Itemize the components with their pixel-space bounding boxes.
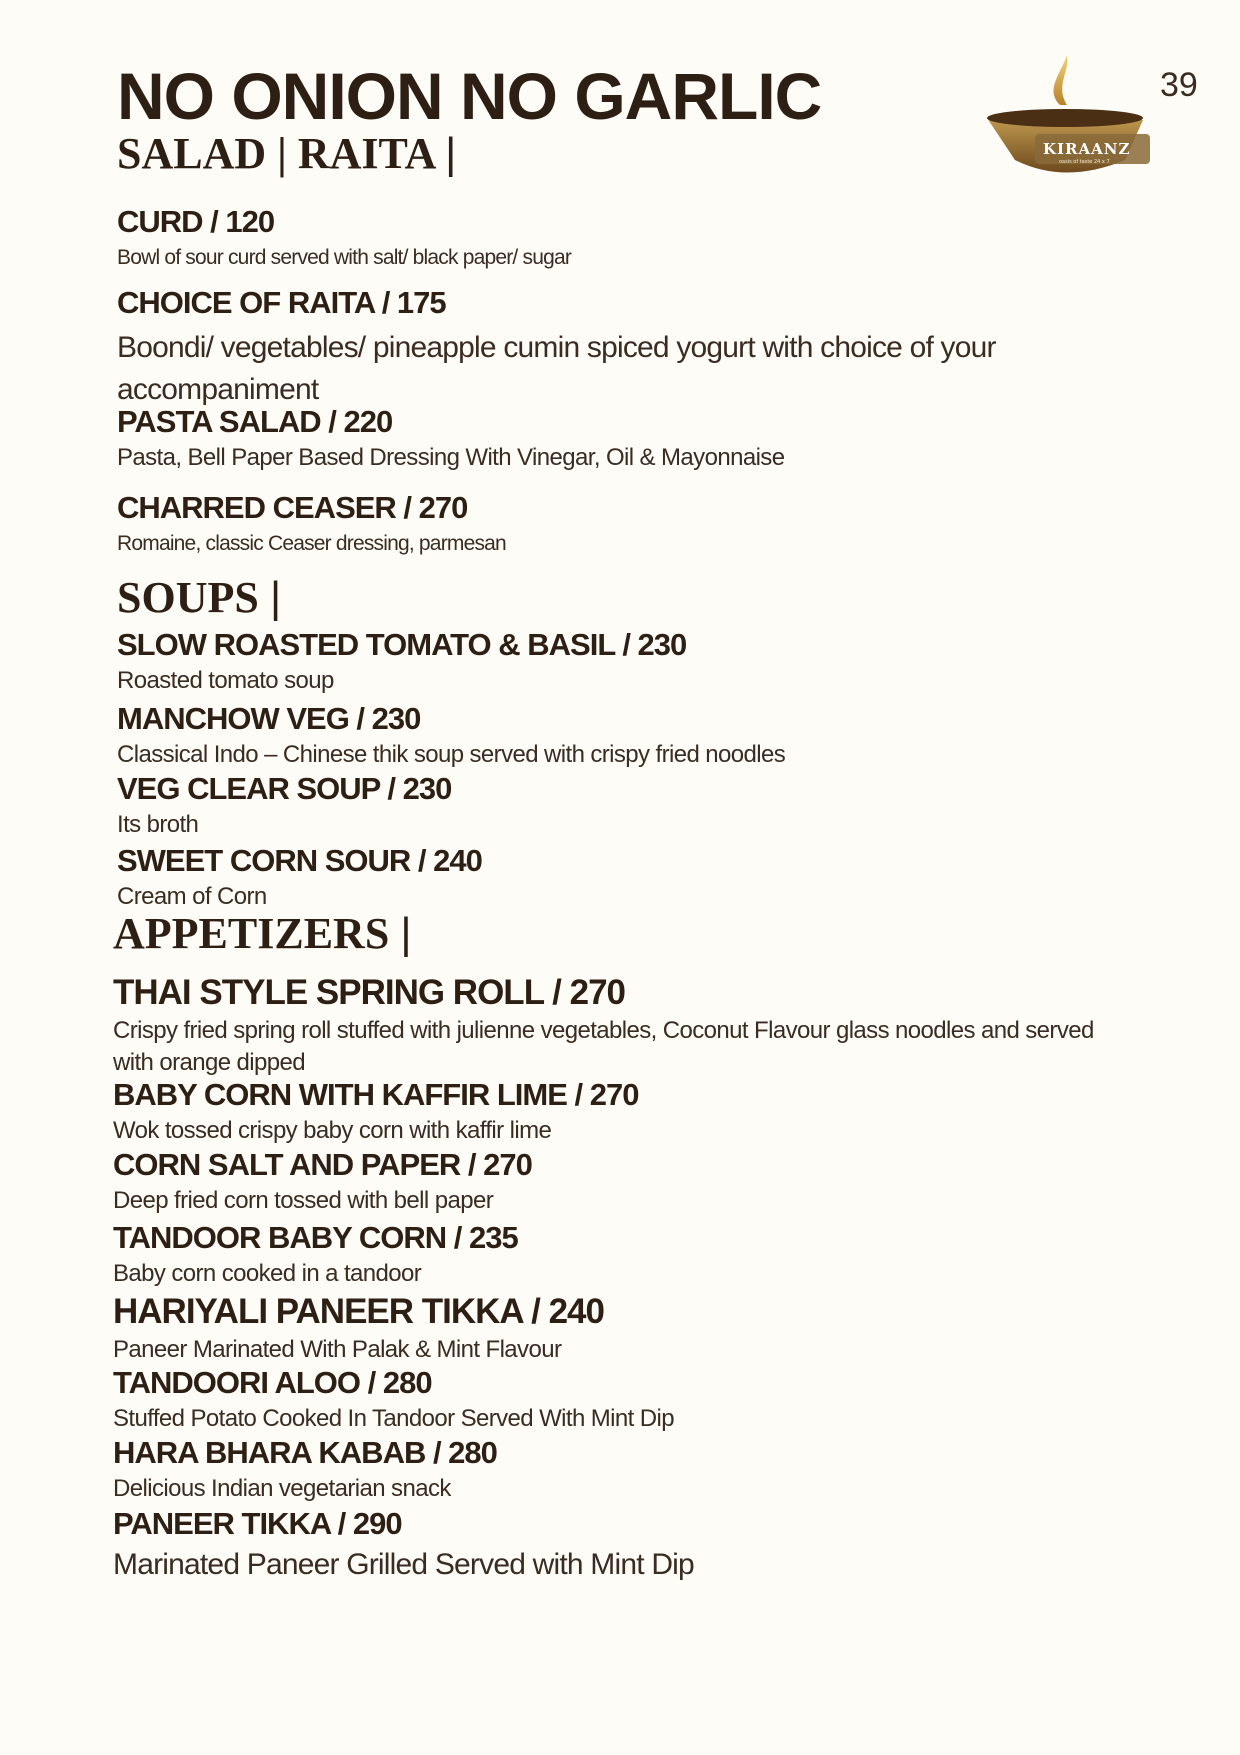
- page-number: 39: [1160, 66, 1198, 104]
- menu-item-hariyali-paneer-tikka: [113, 1292, 1113, 1366]
- item-description: Boondi/ vegetables/ pineapple cumin spiced yogurt with choice of your accompaniment: [117, 331, 996, 406]
- item-name: THAI STYLE SPRING ROLL / 270: [113, 973, 626, 1012]
- section-heading-text: SALAD | RAITA: [117, 129, 434, 178]
- section-heading-salad-raita: [117, 128, 456, 179]
- menu-item-hara-bhara-kabab: [113, 1435, 1113, 1505]
- item-description: Paneer Marinated With Palak & Mint Flavour: [113, 1336, 562, 1363]
- restaurant-logo: [975, 50, 1155, 190]
- menu-item-paneer-tikka: [113, 1506, 1113, 1586]
- menu-item-pasta-salad: [117, 404, 1117, 474]
- item-description: Marinated Paneer Grilled Served with Mint Dip: [113, 1548, 694, 1581]
- item-name: HARA BHARA KABAB / 280: [113, 1435, 497, 1470]
- page-title: NO ONION NO GARLIC: [117, 59, 822, 133]
- item-description: Cream of Corn: [117, 883, 267, 910]
- item-description: Classical Indo – Chinese thik soup served with crispy fried noodles: [117, 741, 786, 768]
- menu-item-charred-ceaser: [117, 490, 1117, 560]
- item-name: CHOICE OF RAITA / 175: [117, 285, 446, 320]
- menu-item-thai-style-spring-roll: [113, 973, 1113, 1079]
- item-name: TANDOORI ALOO / 280: [113, 1365, 432, 1400]
- item-name: TANDOOR BABY CORN / 235: [113, 1220, 518, 1255]
- item-description: Romaine, classic Ceaser dressing, parmesan: [117, 532, 506, 555]
- item-description: Stuffed Potato Cooked In Tandoor Served With Mint Dip: [113, 1405, 674, 1432]
- section-heading-text: APPETIZERS: [113, 909, 390, 958]
- item-name: CHARRED CEASER / 270: [117, 490, 468, 525]
- menu-item-sweet-corn-sour: [117, 843, 1117, 913]
- item-name: VEG CLEAR SOUP / 230: [117, 771, 452, 806]
- menu-item-tandoori-aloo: [113, 1365, 1113, 1435]
- menu-item-tandoor-baby-corn: [113, 1220, 1113, 1290]
- item-name: BABY CORN WITH KAFFIR LIME / 270: [113, 1077, 639, 1112]
- item-description: Deep fried corn tossed with bell paper: [113, 1187, 494, 1214]
- item-name: PASTA SALAD / 220: [117, 404, 393, 439]
- heading-divider: |: [269, 573, 282, 622]
- menu-item-veg-clear-soup: [117, 771, 1117, 841]
- menu-item-baby-corn-kaffir-lime: [113, 1077, 1113, 1147]
- item-name: PANEER TIKKA / 290: [113, 1506, 402, 1541]
- item-description: Wok tossed crispy baby corn with kaffir lime: [113, 1117, 552, 1144]
- item-name: CORN SALT AND PAPER / 270: [113, 1147, 532, 1182]
- item-description: Pasta, Bell Paper Based Dressing With Vinegar, Oil & Mayonnaise: [117, 444, 785, 471]
- item-description: Its broth: [117, 811, 199, 838]
- menu-item-curd: [117, 204, 1117, 274]
- item-description: Baby corn cooked in a tandoor: [113, 1260, 422, 1287]
- logo-wordmark: KIRAANZ: [1043, 140, 1131, 158]
- item-description: Crispy fried spring roll stuffed with julienne vegetables, Coconut Flavour glass noodles and served with orange dipped: [113, 1017, 1094, 1076]
- logo-tagline: oasis of taste 24 x 7: [1059, 159, 1110, 165]
- item-name: MANCHOW VEG / 230: [117, 701, 421, 736]
- item-name: CURD / 120: [117, 204, 275, 239]
- section-heading-soups: [117, 572, 281, 623]
- item-description: Roasted tomato soup: [117, 667, 334, 694]
- menu-item-corn-salt-and-paper: [113, 1147, 1113, 1217]
- section-heading-text: SOUPS: [117, 573, 259, 622]
- section-heading-appetizers: [113, 908, 412, 959]
- item-name: SLOW ROASTED TOMATO & BASIL / 230: [117, 627, 687, 662]
- item-description: Delicious Indian vegetarian snack: [113, 1475, 451, 1502]
- item-name: HARIYALI PANEER TIKKA / 240: [113, 1292, 604, 1331]
- item-name: SWEET CORN SOUR / 240: [117, 843, 482, 878]
- heading-divider: |: [444, 129, 457, 178]
- menu-item-slow-roasted-tomato-basil: [117, 627, 1117, 697]
- heading-divider: |: [400, 909, 412, 958]
- menu-item-manchow-veg: [117, 701, 1117, 771]
- item-description: Bowl of sour curd served with salt/ black paper/ sugar: [117, 246, 572, 269]
- menu-item-choice-of-raita: [117, 285, 1117, 411]
